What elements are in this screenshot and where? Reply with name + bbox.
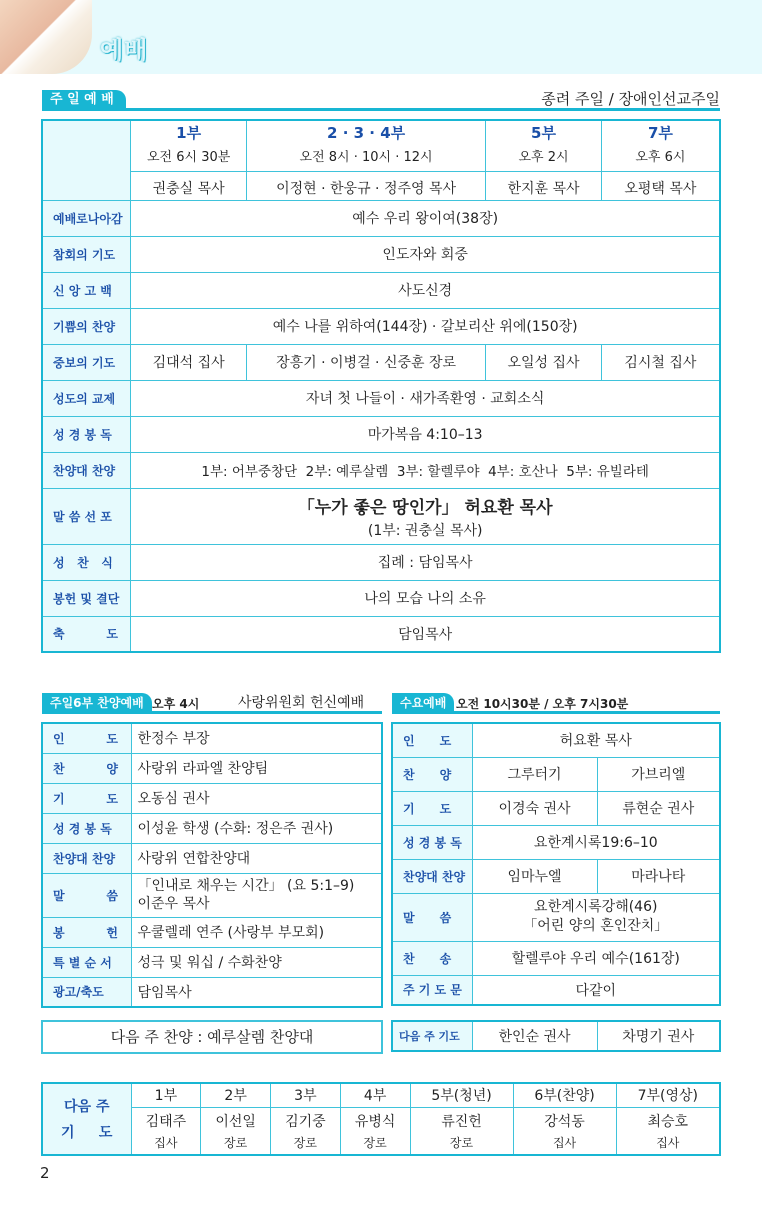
table-row: 성 경 봉 독 마가복음 4:10–13 — [42, 416, 720, 452]
table-row: 찬 양 그루터기 가브리엘 — [392, 757, 720, 791]
table-row: 인 도 허요환 목사 — [392, 723, 720, 757]
service-col-4: 7부 오후 6시 오평택 목사 — [601, 120, 720, 200]
table-row: 주 기 도 문 다같이 — [392, 975, 720, 1005]
header-banner — [0, 0, 762, 74]
wednesday-tag-line — [392, 711, 720, 714]
next-week-prayer-table: 다음 주 기 도 1부 2부 3부 4부 5부(청년) 6부(찬양) 7부(영상) 김태주 집사 이선일 장로 김기중 장로 유병식 장로 류진헌 장로 강석동 집사 최승호 집사 — [41, 1082, 721, 1156]
table-row: 성 찬 식 집례 : 담임목사 — [42, 544, 720, 580]
sixth-service-table — [41, 722, 383, 1008]
table-row: 찬양대 찬양 임마누엘 마라나타 — [392, 859, 720, 893]
sixth-service-time: 오후 4시 — [152, 697, 200, 711]
sixth-service-tag: 주일6부 찬양예배 — [42, 693, 152, 713]
service-col-2: 2 · 3 · 4부 오전 8시 · 10시 · 12시 이정현 · 한웅규 · 정주영 목사 — [246, 120, 485, 200]
wednesday-time: 오전 10시30분 / 오후 7시30분 — [456, 697, 629, 711]
table-row: 찬양대 찬양 사랑위 연합찬양대 — [42, 843, 382, 873]
table-row: 봉헌 및 결단 나의 모습 나의 소유 — [42, 580, 720, 616]
table-row: 특 별 순 서 성극 및 워십 / 수화찬양 — [42, 947, 382, 977]
sermon-sub: (1부: 권충실 목사) — [367, 522, 483, 539]
page-title: 예배 — [100, 36, 149, 64]
table-row: 말 씀 선 포 「누가 좋은 땅인가」 허요환 목사 (1부: 권충실 목사) — [42, 488, 720, 544]
table-row: 찬 송 할렐루야 우리 예수(161장) — [392, 941, 720, 975]
table-row: 광고/축도 담임목사 — [42, 977, 382, 1007]
table-row: 기쁨의 찬양 예수 나를 위하여(144장) · 갈보리산 위에(150장) — [42, 308, 720, 344]
sixth-tag-line — [42, 711, 382, 714]
table-row: 찬양대 찬양 1부: 어부중창단 2부: 예루살렘 3부: 할렐루야 4부: 호산나 5부: 유빌라테 — [42, 452, 720, 488]
table-row: 예배로나아감 예수 우리 왕이여(38장) — [42, 200, 720, 236]
table-row: 기 도 오동심 권사 — [42, 783, 382, 813]
table-row: 기 도 이경숙 권사 류현순 권사 — [392, 791, 720, 825]
service-col-1: 1부 오전 6시 30분 권충실 목사 — [131, 120, 247, 200]
next-week-choir: 다음 주 찬양 : 예루살렘 찬양대 — [41, 1020, 383, 1054]
table-row: 축 도 담임목사 — [42, 616, 720, 652]
sunday-worship-table — [41, 119, 721, 653]
table-row: 인 도 한정수 부장 — [42, 723, 382, 753]
sunday-worship-tag: 주 일 예 배 — [42, 90, 126, 110]
table-row: 중보의 기도 김대석 집사 장흥기 · 이병걸 · 신중훈 장로 오일성 집사 김시철 집사 — [42, 344, 720, 380]
sunday-subtitle: 종려 주일 / 장애인선교주일 — [541, 90, 720, 108]
sermon-title: 「누가 좋은 땅인가」 허요환 목사 — [297, 497, 553, 518]
table-row: 말 씀 요한계시록강해(46) 「어린 양의 혼인잔치」 — [392, 893, 720, 941]
praying-hands-image — [0, 0, 92, 74]
table-row: 봉 헌 우쿨렐레 연주 (사랑부 부모회) — [42, 917, 382, 947]
table-row: 참회의 기도 인도자와 회중 — [42, 236, 720, 272]
table-row: 성 경 봉 독 요한계시록19:6–10 — [392, 825, 720, 859]
table-row: 성도의 교제 자녀 첫 나들이 · 새가족환영 · 교회소식 — [42, 380, 720, 416]
table-row: 찬 양 사랑위 라파엘 찬양팀 — [42, 753, 382, 783]
table-row: 신 앙 고 백 사도신경 — [42, 272, 720, 308]
sixth-service-subtitle: 사랑위원회 헌신예배 — [238, 695, 365, 711]
wednesday-next-prayer: 다음 주 기도 한인순 권사 차명기 권사 — [391, 1020, 721, 1052]
wednesday-table — [391, 722, 721, 1006]
table-row: 말 씀 「인내로 채우는 시간」 (요 5:1–9) 이준우 목사 — [42, 873, 382, 917]
page-number: 2 — [40, 1164, 50, 1182]
service-col-3: 5부 오후 2시 한지훈 목사 — [486, 120, 602, 200]
wednesday-tag: 수요예배 — [392, 693, 454, 713]
table-row: 성 경 봉 독 이성윤 학생 (수화: 정은주 권사) — [42, 813, 382, 843]
